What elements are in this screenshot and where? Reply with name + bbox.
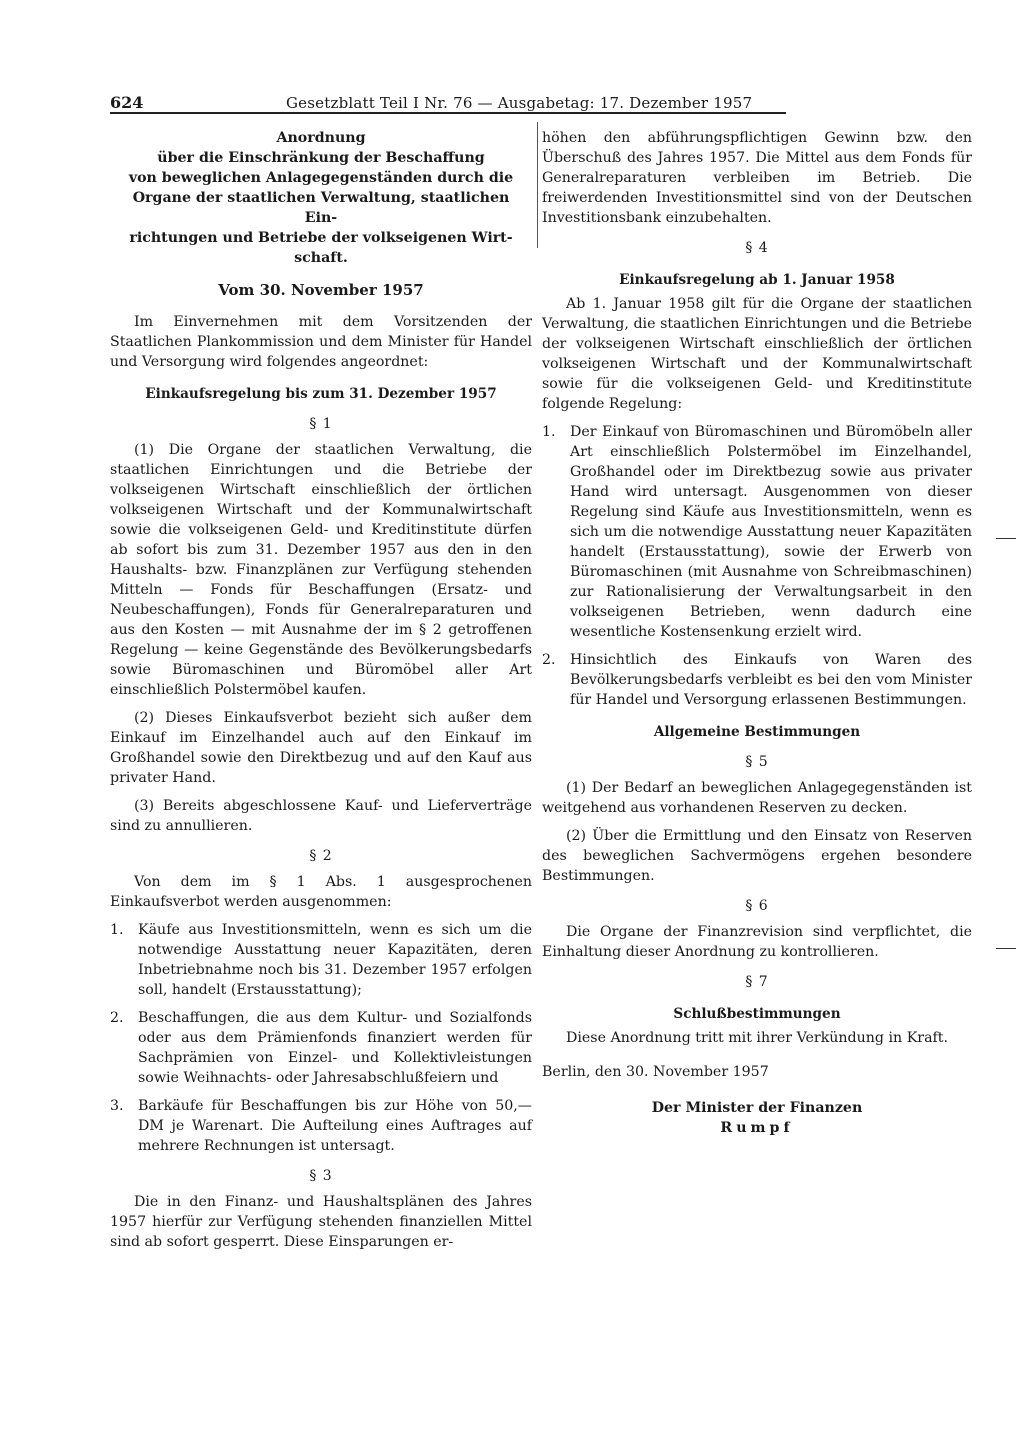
- title-line: Organe der staatlichen Verwaltung, staatlichen Ein-: [132, 190, 510, 226]
- paragraph-text: (2) Über die Ermittlung und den Einsatz von Reserven des beweglichen Sachvermögens ergehen besondere Bestimmungen.: [542, 828, 972, 884]
- paragraph-text: Die Organe der Finanzrevision sind verpflichtet, die Einhaltung dieser Anordnung zu kontrollieren.: [542, 924, 972, 960]
- paragraph-text: Ab 1. Januar 1958 gilt für die Organe der staatlichen Verwaltung, die staatlichen Einrichtungen und die Betriebe der volkseigenen Wirtschaft einschließlich der örtlichen volkseigenen Wirtschaft und der Kommunalwirtschaft sowie für die volkseigenen Geld- und Kreditinstitute folgende Regelung:: [542, 296, 972, 412]
- title-line: richtungen und Betriebe der volkseigenen Wirt-: [129, 230, 513, 246]
- header-rule: [110, 112, 786, 114]
- left-column: [110, 128, 532, 1260]
- paragraph-text: (2) Dieses Einkaufsverbot bezieht sich außer dem Einkauf im Einzelhandel auch auf den Einkauf im Großhandel sowie den Direktbezug und auf den Kauf aus privater Hand.: [110, 710, 532, 786]
- ordinance-title: [110, 128, 532, 268]
- section-heading: Allgemeine Bestimmungen: [653, 724, 861, 740]
- paragraph-text: Diese Anordnung tritt mit ihrer Verkündung in Kraft.: [566, 1030, 948, 1046]
- paragraph-text: höhen den abführungspflichtigen Gewinn bzw. den Überschuß des Jahres 1957. Die Mittel aus dem Fonds für Generalreparaturen verbleiben im Betrieb. Die freiwerdenden Investitionsmittel sind von der Deutschen Investitionsbank einzubehalten.: [542, 130, 972, 226]
- list-item: [542, 650, 972, 710]
- column-divider: [537, 122, 538, 248]
- ordinance-date: Vom 30. November 1957: [218, 281, 424, 299]
- list-item: [110, 920, 532, 1000]
- paragraph-sign: § 1: [309, 416, 333, 432]
- margin-mark: [996, 948, 1016, 949]
- item-number: 1.: [110, 922, 124, 938]
- list-item: [542, 422, 972, 642]
- item-number: 3.: [110, 1098, 124, 1114]
- paragraph-text: Die in den Finanz- und Haushaltsplänen des Jahres 1957 hierfür zur Verfügung stehenden finanziellen Mittel sind ab sofort gesperrt. Diese Einsparungen er-: [110, 1194, 532, 1250]
- list-item: [110, 1008, 532, 1088]
- paragraph-sign: § 3: [309, 1168, 333, 1184]
- margin-mark: [996, 538, 1016, 539]
- signatory-office: Der Minister der Finanzen: [651, 1100, 863, 1116]
- place-and-date: Berlin, den 30. November 1957: [542, 1064, 769, 1080]
- paragraph-text: (3) Bereits abgeschlossene Kauf- und Lieferverträge sind zu annullieren.: [110, 798, 532, 834]
- paragraph-sign: § 5: [745, 754, 769, 770]
- paragraph-text: (1) Die Organe der staatlichen Verwaltung, die staatlichen Einrichtungen und die Betriebe der volkseigenen Wirtschaft einschließlich der örtlichen volkseigenen Wirtschaft und der Kommunalwirtschaft sowie die volkseigenen Geld- und Kreditinstitute dürfen ab sofort bis zum 31. Dezember 1957 aus den in den Haushalts- bzw. Finanzplänen zur Verfügung stehenden Mitteln — Fonds für Beschaffungen (Ersatz- und Neubeschaffungen), Fonds für Generalreparaturen und aus den Kosten — mit Ausnahme der im § 2 getroffenen Regelung — keine Gegenstände des Bevölkerungsbedarfs sowie Büromaschinen und Büromöbel aller Art einschließlich Polstermöbel kaufen.: [110, 442, 532, 698]
- item-text: Beschaffungen, die aus dem Kultur- und Sozialfonds oder aus dem Prämienfonds finanziert werden für Sachprämien von Einzel- und Kollektivleistungen sowie Weihnachts- oder Jahresabschlußfeiern und: [138, 1010, 532, 1086]
- paragraph-text: Von dem im § 1 Abs. 1 ausgesprochenen Einkaufsverbot werden ausgenommen:: [110, 874, 532, 910]
- item-number: 2.: [110, 1010, 124, 1026]
- item-number: 2.: [542, 652, 556, 668]
- paragraph-sign: § 7: [745, 974, 769, 990]
- right-column: [542, 128, 972, 1138]
- item-text: Hinsichtlich des Einkaufs von Waren des Bevölkerungsbedarfs verbleibt es bei den vom Minister für Handel und Versorgung erlassenen Bestimmungen.: [570, 652, 972, 708]
- item-text: Käufe aus Investitionsmitteln, wenn es sich um die notwendige Ausstattung neuer Kapazitäten, deren Inbetriebnahme noch bis 31. Dezember 1957 erfolgen soll, handelt (Erstausstattung);: [138, 922, 532, 998]
- title-line: Anordnung: [276, 130, 366, 146]
- paragraph-sign: § 2: [309, 848, 333, 864]
- signatory-name: Rumpf: [720, 1120, 794, 1136]
- title-line: schaft.: [294, 250, 348, 266]
- section-heading: Einkaufsregelung bis zum 31. Dezember 1957: [145, 386, 497, 402]
- preamble: Im Einvernehmen mit dem Vorsitzenden der Staatlichen Plankommission und dem Minister für Handel und Versorgung wird folgendes angeordnet:: [110, 314, 532, 370]
- section-heading: Einkaufsregelung ab 1. Januar 1958: [619, 272, 895, 288]
- page-header: [110, 86, 770, 112]
- title-line: über die Einschränkung der Beschaffung: [157, 150, 485, 166]
- section-heading: Schlußbestimmungen: [673, 1006, 841, 1022]
- item-text: Der Einkauf von Büromaschinen und Büromöbeln aller Art einschließlich Polstermöbel im Einzelhandel, Großhandel oder im Direktbezug sowie aus privater Hand wird untersagt. Ausgenommen von dieser Regelung sind Käufe aus Investitionsmitteln, wenn es sich um die notwendige Ausstattung neuer Kapazitäten handelt (Erstausstattung), sowie der Erwerb von Büromaschinen (mit Ausnahme von Schreibmaschinen) zur Rationalisierung der Verwaltungsarbeit in den volkseigenen Betrieben, wenn dadurch eine wesentliche Kostensenkung erzielt wird.: [570, 424, 972, 640]
- paragraph-sign: § 4: [745, 240, 769, 256]
- title-line: von beweglichen Anlagegegenständen durch die: [128, 170, 514, 186]
- item-text: Barkäufe für Beschaffungen bis zur Höhe von 50,— DM je Warenart. Die Aufteilung eines Auftrages auf mehrere Rechnungen ist untersagt.: [138, 1098, 532, 1154]
- paragraph-sign: § 6: [745, 898, 769, 914]
- list-item: [110, 1096, 532, 1156]
- paragraph-text: (1) Der Bedarf an beweglichen Anlagegegenständen ist weitgehend aus vorhandenen Reserven zu decken.: [542, 780, 972, 816]
- item-number: 1.: [542, 424, 556, 440]
- page-number: 624: [110, 93, 144, 112]
- running-title: Gesetzblatt Teil I Nr. 76 — Ausgabetag: 17. Dezember 1957: [286, 94, 753, 112]
